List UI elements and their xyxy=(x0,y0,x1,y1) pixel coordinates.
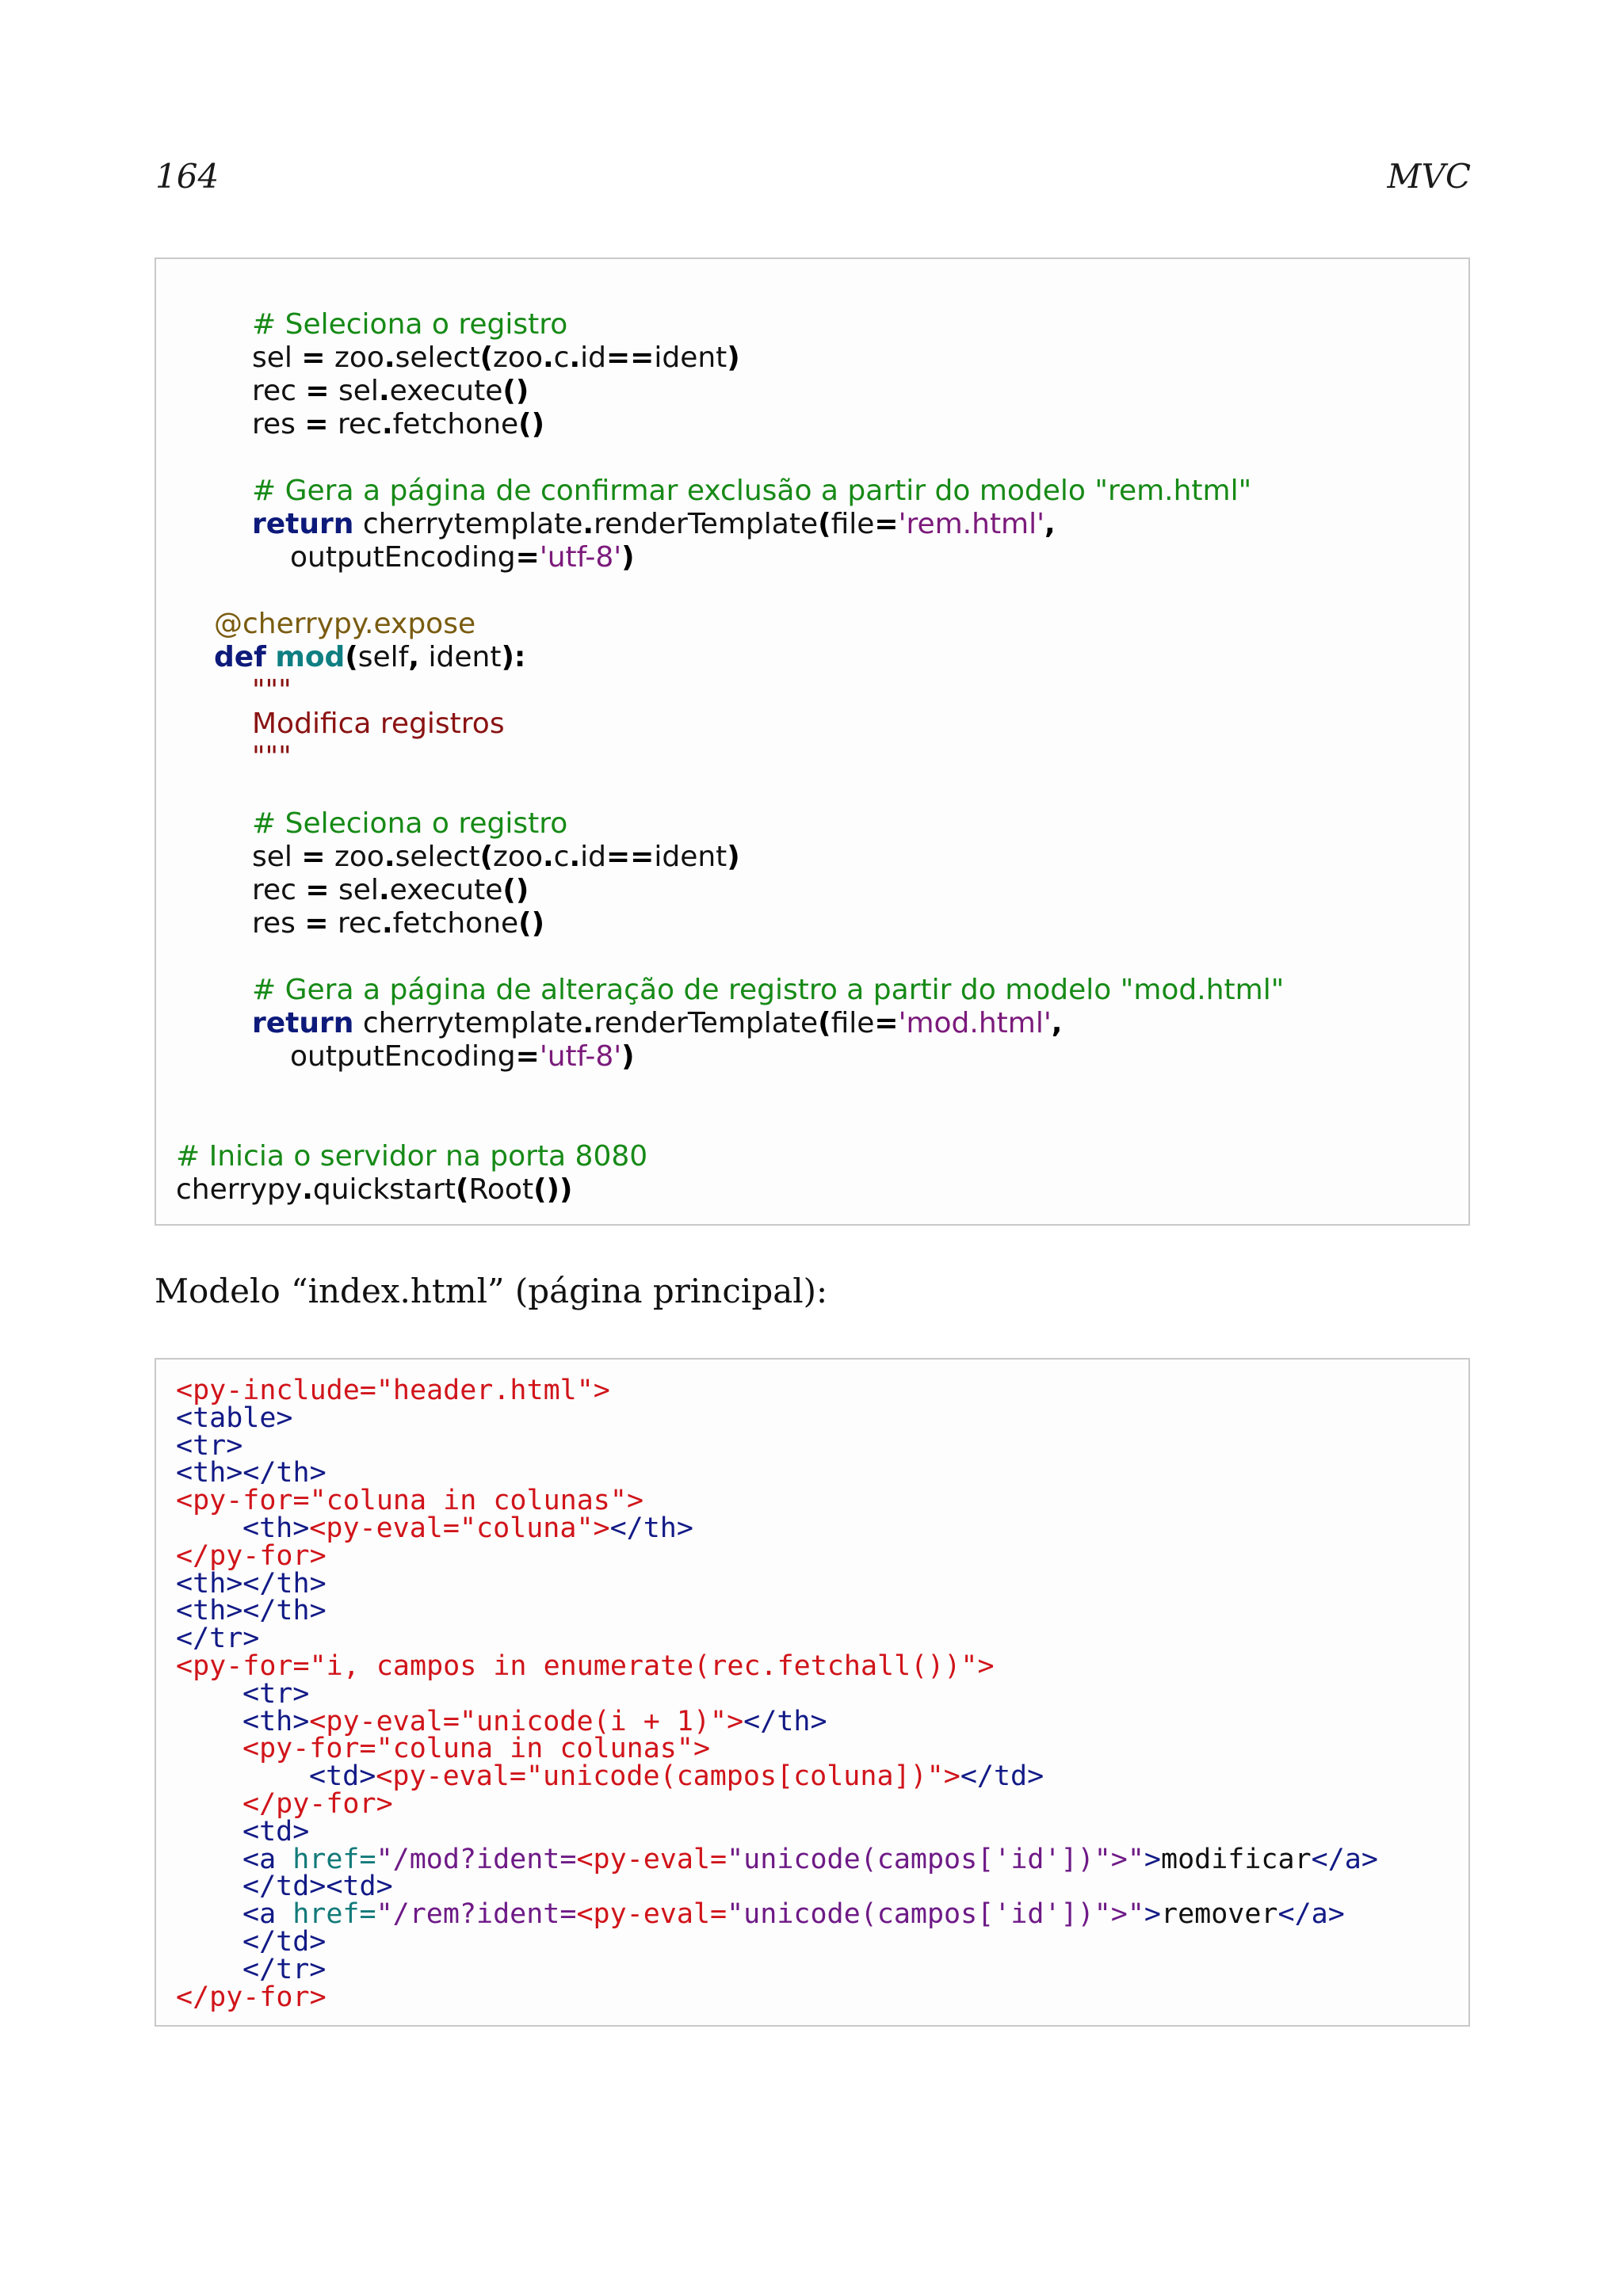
code-line xyxy=(242,1705,827,1737)
code-line xyxy=(242,1512,693,1544)
code-token: sel xyxy=(329,874,379,906)
code-line xyxy=(242,1677,310,1710)
code-token: ident xyxy=(419,641,502,673)
code-token: . xyxy=(542,841,554,873)
code-token: ( xyxy=(818,1007,831,1039)
code-line xyxy=(252,341,740,375)
running-header-title: MVC xyxy=(1387,157,1471,196)
code-token: ) xyxy=(621,541,635,574)
code-token: . xyxy=(569,841,581,873)
code-token: return xyxy=(252,508,354,540)
code-token: . xyxy=(381,907,393,940)
code-token: <py-for="i, campos in enumerate(rec.fetchall())"> xyxy=(176,1650,995,1682)
code-token: # Seleciona o registro xyxy=(252,308,568,341)
code-token: ()) xyxy=(533,1173,573,1206)
code-token: zoo xyxy=(493,341,543,374)
code-token: , xyxy=(1044,508,1056,540)
code-token: = xyxy=(874,508,899,540)
code-line xyxy=(176,1402,293,1434)
code-token: = xyxy=(304,408,329,441)
code-token: ( xyxy=(345,641,358,673)
code-line xyxy=(242,1815,310,1848)
code-token: = xyxy=(301,841,326,873)
code-token: <py-eval= xyxy=(576,1843,727,1875)
code-token: </th> xyxy=(609,1512,693,1544)
code-token: <py-eval="coluna"> xyxy=(309,1512,610,1544)
code-token: outputEncoding xyxy=(290,1040,516,1073)
code-token: "/rem?ident= xyxy=(376,1898,577,1931)
code-token: select xyxy=(395,841,480,873)
code-token: ( xyxy=(818,508,831,540)
code-token: == xyxy=(606,341,655,374)
code-token: mod xyxy=(275,641,346,673)
code-token: modificar xyxy=(1161,1843,1312,1875)
code-token: """ xyxy=(252,674,292,707)
code-token: <py-eval="unicode(campos[coluna])"> xyxy=(376,1760,960,1793)
code-token: () xyxy=(502,874,529,906)
code-line xyxy=(176,1487,643,1515)
code-token: c xyxy=(553,341,570,374)
code-token: <tr> xyxy=(176,1429,243,1462)
code-line xyxy=(176,1377,610,1405)
code-token: <th></th> xyxy=(176,1457,327,1489)
code-line xyxy=(214,641,525,674)
code-token: . xyxy=(378,874,390,906)
code-token: </td> xyxy=(242,1926,327,1958)
code-token: # Gera a página de confirmar exclusão a partir do modelo "rem.html" xyxy=(252,475,1252,507)
code-token: <py-eval= xyxy=(576,1898,727,1931)
code-token: </a> xyxy=(1311,1843,1378,1875)
code-line xyxy=(290,1040,635,1074)
code-token: cherrytemplate xyxy=(353,508,583,540)
code-token: renderTemplate xyxy=(594,1007,819,1039)
code-line xyxy=(176,1567,327,1600)
code-line xyxy=(290,541,635,574)
code-token: ) xyxy=(727,841,740,873)
code-line xyxy=(176,1981,327,2013)
code-line xyxy=(242,1873,393,1901)
code-token: execute xyxy=(389,874,503,906)
code-token: href= xyxy=(292,1898,376,1931)
code-token: cherrytemplate xyxy=(353,1007,583,1039)
code-token: <py-include="header.html"> xyxy=(176,1375,610,1406)
code-token: # Inicia o servidor na porta 8080 xyxy=(176,1140,648,1173)
code-token: Modifica registros xyxy=(252,707,505,740)
code-token: zoo xyxy=(493,841,543,873)
code-token: </py-for> xyxy=(176,1981,327,2013)
code-line xyxy=(252,375,529,408)
code-token: </td><td> xyxy=(242,1871,393,1903)
code-token: """ xyxy=(252,741,292,773)
code-token: == xyxy=(606,841,655,873)
code-token: = xyxy=(304,907,329,940)
code-token: . xyxy=(302,1173,313,1206)
code-line xyxy=(242,1788,393,1820)
code-token: outputEncoding xyxy=(290,541,516,574)
code-token: = xyxy=(515,541,540,574)
code-token: , xyxy=(408,641,420,673)
code-token: "unicode(campos['id'])" xyxy=(727,1843,1111,1875)
code-token: <td> xyxy=(242,1815,310,1848)
code-token: <py-for="coluna in colunas"> xyxy=(242,1733,711,1765)
code-line xyxy=(252,1007,1062,1040)
code-line xyxy=(252,408,544,441)
code-token: "/mod?ident= xyxy=(376,1843,577,1875)
code-line xyxy=(252,475,1251,508)
code-token: id xyxy=(580,841,607,873)
code-token: fetchone xyxy=(392,907,519,940)
code-token: <th></th> xyxy=(176,1595,327,1627)
code-token: @cherrypy.expose xyxy=(214,608,476,640)
code-token: . xyxy=(569,341,581,374)
code-token: res xyxy=(252,408,305,441)
code-token: remover xyxy=(1161,1898,1278,1931)
code-token: </tr> xyxy=(242,1953,327,1985)
code-token: renderTemplate xyxy=(594,508,819,540)
code-token: rec xyxy=(328,408,382,441)
code-token: # Gera a página de alteração de registro a partir do modelo "mod.html" xyxy=(252,974,1285,1006)
code-token: <py-for="coluna in colunas"> xyxy=(176,1485,644,1517)
code-line xyxy=(176,1597,327,1625)
code-token: <tr> xyxy=(242,1677,310,1710)
code-token: sel xyxy=(329,375,379,407)
code-token: >" xyxy=(1110,1898,1144,1931)
code-token: Root xyxy=(468,1173,534,1206)
code-token: file xyxy=(831,1007,875,1039)
code-token: res xyxy=(252,907,305,940)
code-token xyxy=(266,641,275,673)
code-token: sel xyxy=(252,841,302,873)
code-token: ) xyxy=(621,1040,635,1073)
code-token: 'rem.html' xyxy=(898,508,1045,540)
html-template-code-block xyxy=(155,1358,1470,2027)
code-token: self xyxy=(357,641,409,673)
code-line xyxy=(252,874,529,907)
code-line xyxy=(242,1735,710,1763)
code-line xyxy=(176,1173,572,1207)
code-token: ident xyxy=(654,841,727,873)
code-token: zoo xyxy=(325,841,384,873)
code-line xyxy=(252,907,544,940)
code-line xyxy=(242,1843,1378,1875)
code-token: > xyxy=(1144,1898,1161,1931)
code-token: 'utf-8' xyxy=(539,541,622,574)
code-line xyxy=(214,608,475,641)
code-token: rec xyxy=(328,907,382,940)
code-token: <a xyxy=(242,1843,293,1875)
code-token: ident xyxy=(654,341,727,374)
code-token: ( xyxy=(456,1173,469,1206)
code-token: <td> xyxy=(309,1760,376,1793)
code-token: </py-for> xyxy=(242,1788,393,1820)
code-token: return xyxy=(252,1007,354,1039)
code-token: </py-for> xyxy=(176,1539,327,1572)
code-token: . xyxy=(582,508,594,540)
code-token: rec xyxy=(252,375,306,407)
code-token: 'utf-8' xyxy=(539,1040,622,1073)
code-line xyxy=(176,1625,259,1653)
code-token: ): xyxy=(501,641,526,673)
code-token: quickstart xyxy=(312,1173,456,1206)
code-token: def xyxy=(214,641,266,673)
code-token: </td> xyxy=(960,1760,1044,1793)
code-token: () xyxy=(518,408,545,441)
code-token: href= xyxy=(292,1843,376,1875)
code-token: = xyxy=(515,1040,540,1073)
code-token: <a xyxy=(242,1898,293,1931)
listing-caption: Modelo “index.html” (página principal): xyxy=(155,1272,828,1310)
code-token: ) xyxy=(727,341,740,374)
code-line xyxy=(176,1429,243,1462)
code-token: fetchone xyxy=(392,408,519,441)
code-token: rec xyxy=(252,874,306,906)
code-token: <th> xyxy=(242,1512,310,1544)
code-token: . xyxy=(542,341,554,374)
code-line xyxy=(252,741,292,774)
code-token: select xyxy=(395,341,480,374)
code-token: = xyxy=(305,375,330,407)
code-token: , xyxy=(1051,1007,1063,1039)
code-line xyxy=(176,1539,327,1572)
code-line xyxy=(242,1953,327,1985)
code-token: c xyxy=(553,841,570,873)
code-token: . xyxy=(582,1007,594,1039)
code-token: file xyxy=(831,508,875,540)
code-token: <th></th> xyxy=(176,1567,327,1600)
code-line xyxy=(252,308,567,341)
code-token: ( xyxy=(479,341,494,374)
code-line xyxy=(176,1459,327,1487)
code-line xyxy=(252,807,567,841)
code-line xyxy=(176,1650,995,1682)
code-token: 'mod.html' xyxy=(898,1007,1052,1039)
code-token: <table> xyxy=(176,1402,293,1434)
code-token: "unicode(campos['id'])" xyxy=(727,1898,1111,1931)
code-token: () xyxy=(518,907,545,940)
code-token: sel xyxy=(252,341,302,374)
code-token: >" xyxy=(1110,1843,1144,1875)
code-token: </a> xyxy=(1277,1898,1345,1931)
code-line xyxy=(252,674,292,707)
code-token: . xyxy=(384,341,395,374)
code-token: <th> xyxy=(242,1705,310,1737)
python-code-block xyxy=(155,257,1470,1226)
code-line xyxy=(176,1140,647,1173)
code-line xyxy=(252,508,1056,541)
code-token: id xyxy=(580,341,607,374)
code-token: = xyxy=(301,341,326,374)
code-token: = xyxy=(874,1007,899,1039)
code-token: # Seleciona o registro xyxy=(252,807,568,840)
code-token: . xyxy=(378,375,390,407)
code-token: = xyxy=(305,874,330,906)
code-line xyxy=(309,1760,1044,1793)
code-token: () xyxy=(502,375,529,407)
code-line xyxy=(252,707,505,741)
code-token: </tr> xyxy=(176,1623,260,1655)
code-token: execute xyxy=(389,375,503,407)
code-line xyxy=(252,841,740,874)
code-token: cherrypy xyxy=(176,1173,303,1206)
code-token: <py-eval="unicode(i + 1)"> xyxy=(309,1705,744,1737)
code-token: . xyxy=(384,841,395,873)
code-line xyxy=(252,974,1284,1007)
code-token: </th> xyxy=(743,1705,827,1737)
code-token: > xyxy=(1144,1843,1161,1875)
code-line xyxy=(242,1898,1345,1931)
code-line xyxy=(242,1928,326,1956)
page-number: 164 xyxy=(155,157,220,196)
code-token: zoo xyxy=(325,341,384,374)
code-token: . xyxy=(381,408,393,441)
code-token: ( xyxy=(479,841,494,873)
